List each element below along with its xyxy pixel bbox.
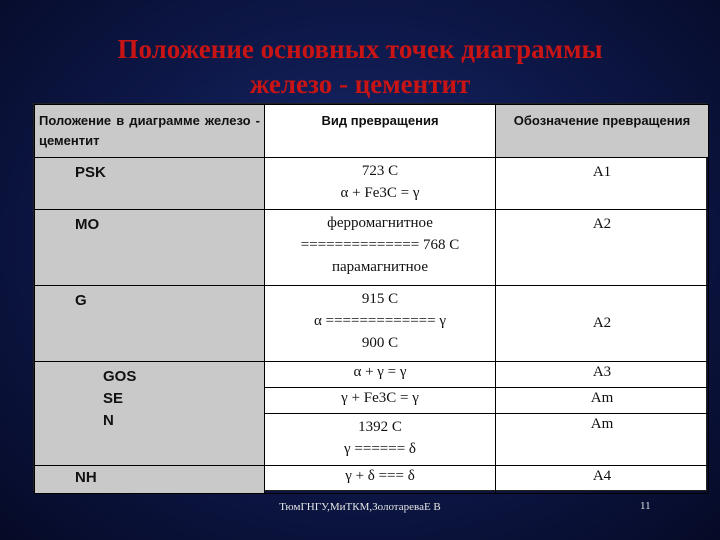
- transform-n-line-1: 1392 С: [358, 419, 402, 435]
- footer-author: ТюмГНГУ,МиТКМ,ЗолотареваЕ В: [279, 501, 441, 513]
- point-gos: GOS: [103, 368, 137, 385]
- table-row-mo: [35, 210, 709, 286]
- transform-psk-line-1: 723 С: [361, 163, 399, 179]
- table-header-row: [35, 105, 709, 158]
- designation-g: A2: [496, 286, 709, 362]
- page-number: 11: [640, 500, 651, 512]
- transform-mo-line-3: парамагнитное: [331, 259, 429, 275]
- table-row-psk: [35, 158, 709, 210]
- point-n: N: [103, 412, 114, 429]
- transform-se: γ + Fe3C = γ: [265, 388, 496, 414]
- table-row-g: [35, 286, 709, 362]
- table-row-nh: [35, 466, 709, 494]
- transform-gos: α + γ = γ: [265, 362, 496, 388]
- designation-mo: A2: [496, 210, 709, 286]
- slide-title: [40, 32, 680, 102]
- transform-nh: γ + δ === δ: [265, 466, 496, 494]
- transform-n: [265, 414, 496, 466]
- point-g: G: [35, 286, 265, 362]
- transform-mo: [265, 210, 496, 286]
- designation-n: Am: [496, 414, 709, 466]
- transform-n-line-2: γ ====== δ: [344, 441, 416, 457]
- point-nh: NH: [35, 466, 265, 494]
- point-psk: PSK: [35, 158, 265, 210]
- designation-nh: A4: [496, 466, 709, 494]
- header-designation: Обозначение превращения: [496, 105, 709, 158]
- transform-g: [265, 286, 496, 362]
- designation-gos: A3: [496, 362, 709, 388]
- transform-g-line-3: 900 С: [361, 335, 399, 351]
- title-line-2: железо - цементит: [249, 69, 471, 99]
- table-row-gos-1: [35, 362, 709, 388]
- transform-psk: [265, 158, 496, 210]
- designation-se: Am: [496, 388, 709, 414]
- transform-psk-line-2: α + Fe3C = γ: [340, 185, 420, 201]
- transform-mo-line-2: ============== 768 С: [300, 237, 460, 253]
- header-position: Положение в диаграмме железо - цементит: [35, 105, 265, 158]
- iron-cementite-points-table: [33, 103, 707, 491]
- point-se: SE: [103, 390, 124, 407]
- points-gos-se-n: [35, 362, 265, 466]
- header-transformation: Вид превращения: [265, 105, 496, 158]
- title-line-1: Положение основных точек диаграммы: [117, 34, 603, 64]
- point-mo: MO: [35, 210, 265, 286]
- transform-mo-line-1: ферромагнитное: [327, 215, 433, 231]
- transform-g-line-2: α ============= γ: [314, 313, 446, 329]
- transform-g-line-1: 915 С: [361, 291, 399, 307]
- designation-psk: A1: [496, 158, 709, 210]
